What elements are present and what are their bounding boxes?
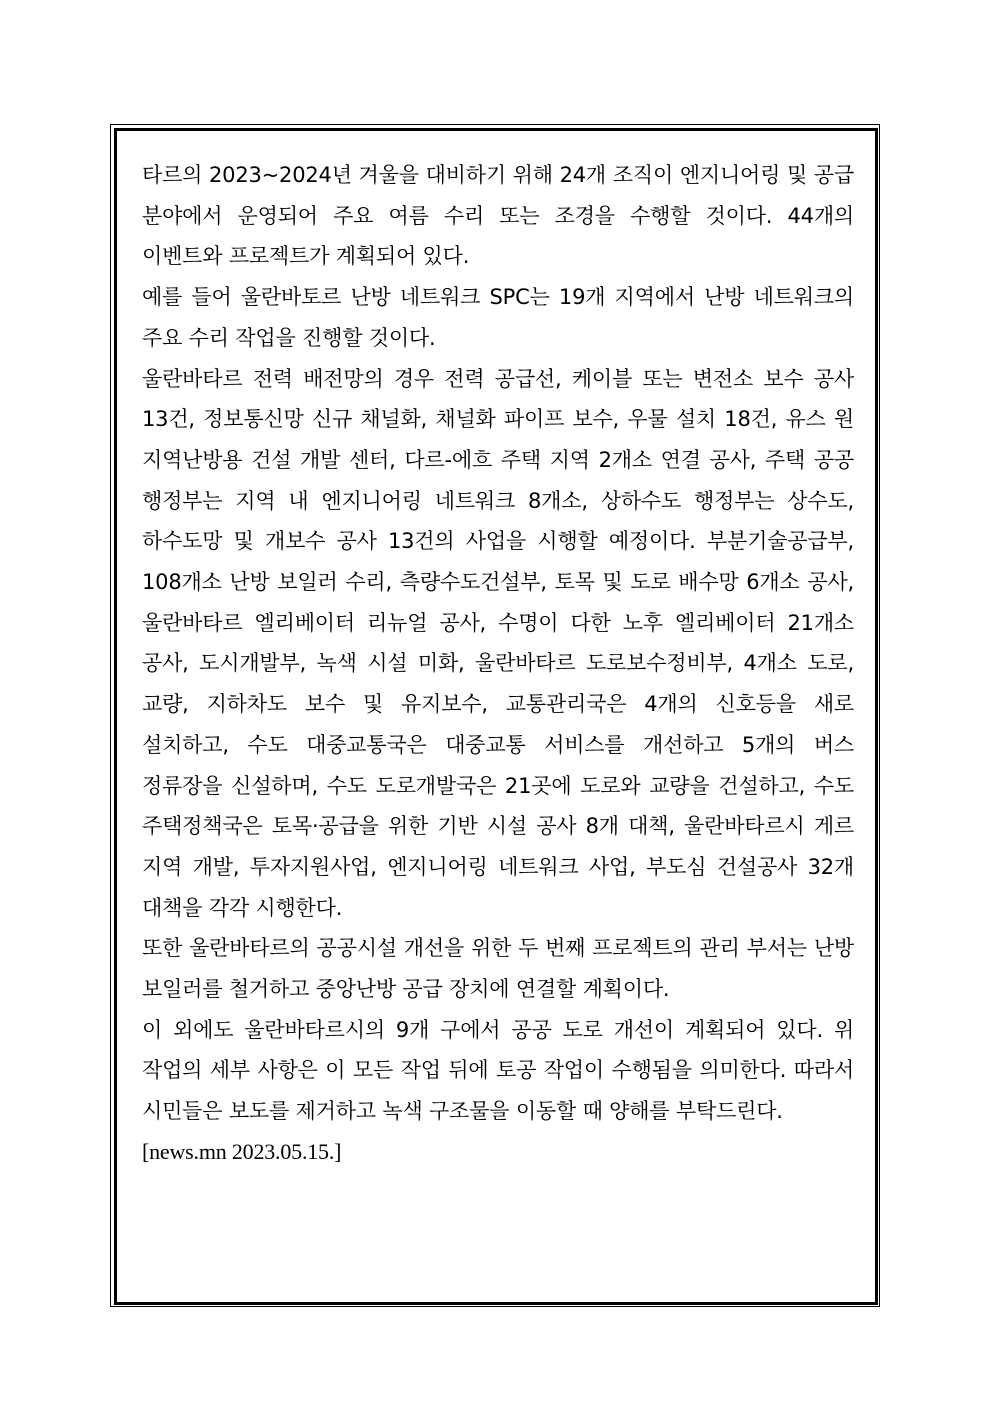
paragraph-heating-network: 예를 들어 울란바토르 난방 네트워크 SPC는 19개 지역에서 난방 네트워크의 주요 수리 작업을 진행할 것이다. (142, 285, 854, 350)
paragraph-public-facilities: 또한 울란바타르의 공공시설 개선을 위한 두 번째 프로젝트의 관리 부서는 난방 보일러를 철거하고 중앙난방 공급 장치에 연결할 계획이다. (142, 936, 854, 1002)
paragraph-repair-projects: 울란바타르 전력 배전망의 경우 전력 공급선, 케이블 또는 변전소 보수 공사 13건, 정보통신망 신규 채널화, 채널화 파이프 보수, 우물 설치 18건, 유스 원 지역난방용 건설 개발 센터, 다르-에흐 주택 지역 2개소 연결 공사, 주택 공공 행정부는 지역 내 엔지니어링 네트워크 8개소, 상하수도 행정부는 상수도, 하수도망 및 개보수 공사 13건의 사업을 시행할 예정이다. 부분기술공급부, 108개소 난방 보일러 수리, 측량수도건설부, 토목 및 도로 배수망 6개소 공사, 울란바타르 엘리베이터 리뉴얼 공사, 수명이 다한 노후 엘리베이터 21개소 공사, 도시개발부, 녹색 시설 미화, 울란바타르 도로보수정비부, 4개소 도로, 교량, 지하차도 보수 및 유지보수, 교통관리국은 4개의 신호등을 새로 설치하고, 수도 대중교통국은 대중교통 서비스를 개선하고 5개의 버스 정류장을 신설하며, 수도 도로개발국은 21곳에 도로와 교량을 건설하고, 수도 주택정책국은 토목·공급을 위한 기반 시설 공사 8개 대책, 울란바타르시 게르 지역 개발, 투자지원사업, 엔지니어링 네트워크 사업, 부도심 건설공사 32개 대책을 각각 시행한다. (142, 366, 854, 920)
paragraph-winter-preparation: 타르의 2023~2024년 겨울을 대비하기 위해 24개 조직이 엔지니어링 및 공급 분야에서 운영되어 주요 여름 수리 또는 조경을 수행할 것이다. 44개의 이벤트와 프로젝트가 계획되어 있다. (142, 163, 854, 269)
paragraph-road-improvement: 이 외에도 울란바타르시의 9개 구에서 공공 도로 개선이 계획되어 있다. 위 작업의 세부 사항은 이 모든 작업 뒤에 토공 작업이 수행됨을 의미한다. 따라서 시민들은 보도를 제거하고 녹색 구조물을 이동할 때 양해를 부탁드린다. (142, 1017, 854, 1124)
article-source: [news.mn 2023.05.15.] (142, 1138, 342, 1164)
article-body (142, 155, 854, 1173)
